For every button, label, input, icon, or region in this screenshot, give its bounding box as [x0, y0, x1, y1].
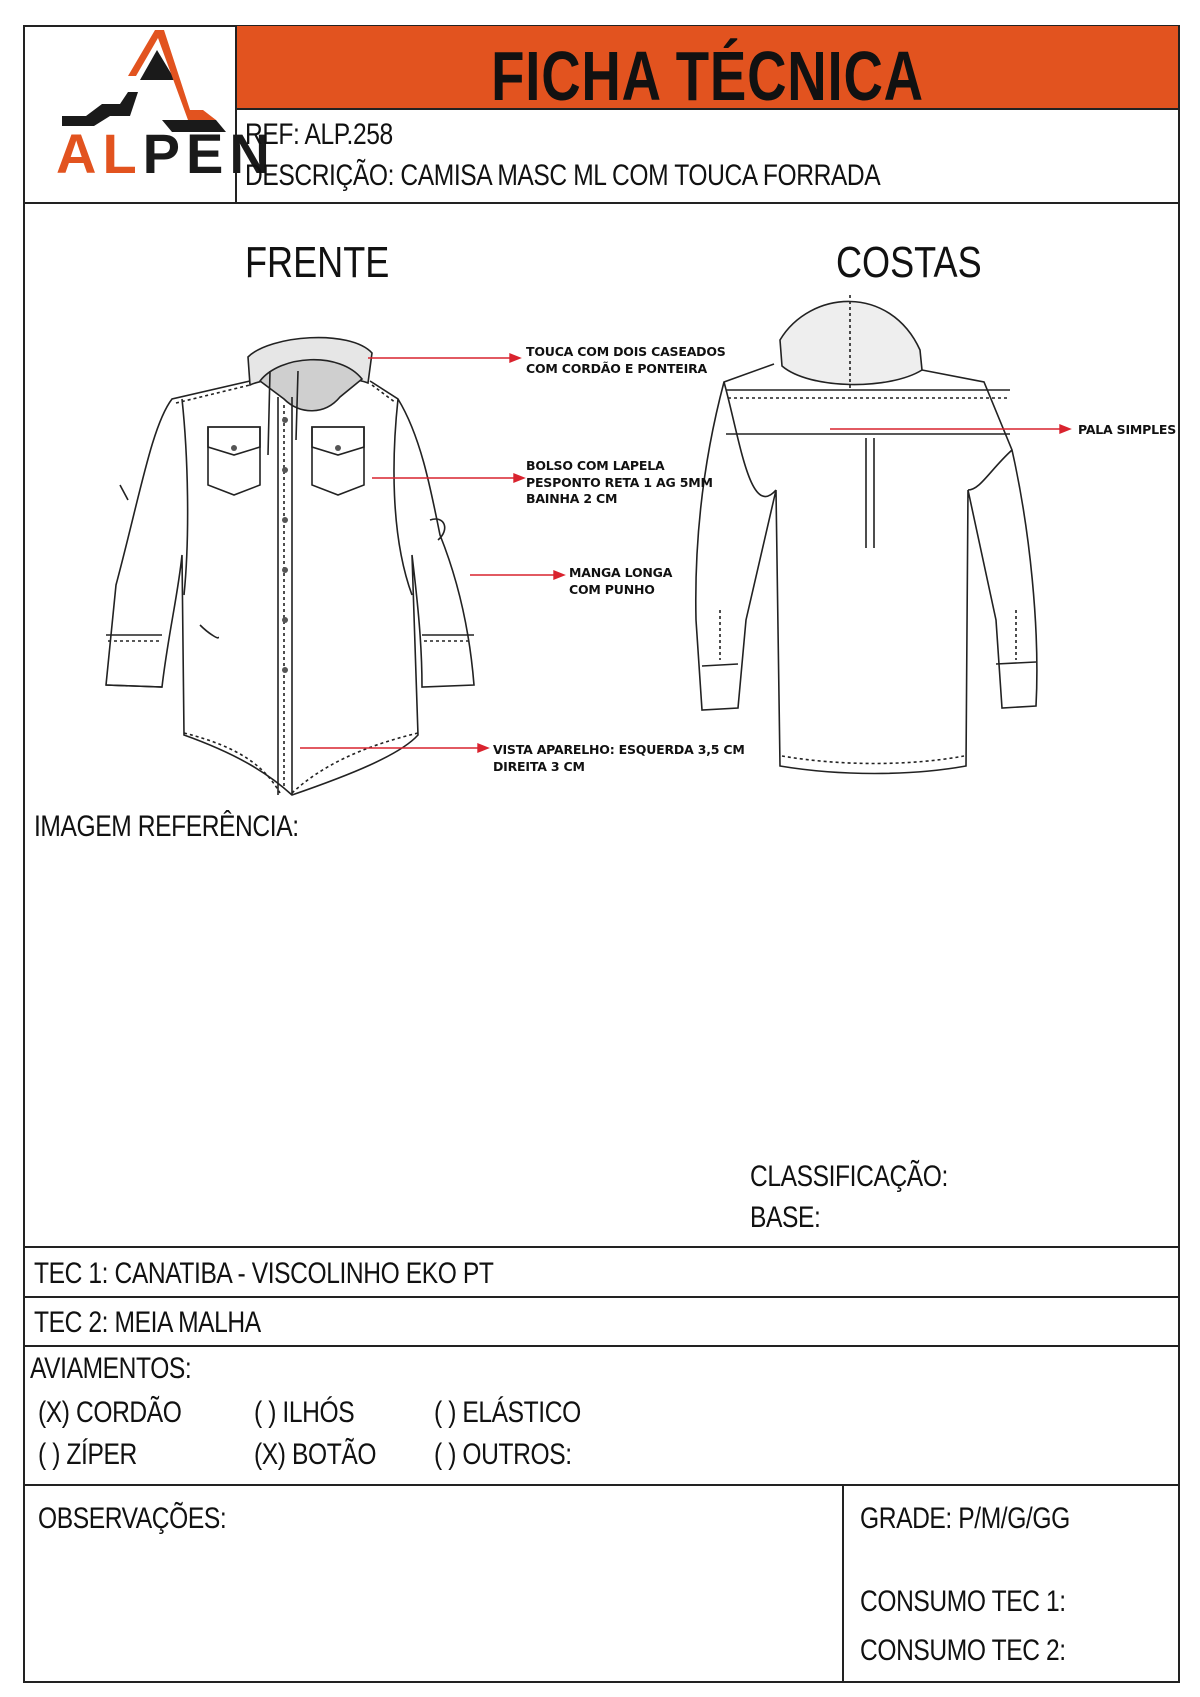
consumo-tec1-field: CONSUMO TEC 1: [860, 1585, 1066, 1618]
brand-name-pen: PEN [142, 122, 276, 185]
observations-label: OBSERVAÇÕES: [38, 1502, 227, 1535]
hood-callout [526, 344, 726, 377]
trim-elastic: ( ) ELÁSTICO [434, 1396, 581, 1429]
base-label: BASE: [750, 1201, 821, 1234]
ref-field: REF: ALP.258 [245, 118, 393, 151]
fabric-tec1: TEC 1: CANATIBA - VISCOLINHO EKO PT [34, 1257, 494, 1290]
consumo-tec2-field: CONSUMO TEC 2: [860, 1634, 1066, 1667]
classification-label: CLASSIFICAÇÃO: [750, 1160, 948, 1193]
trim-button: (X) BOTÃO [254, 1438, 377, 1471]
trim-cord: (X) CORDÃO [38, 1396, 182, 1429]
trim-eyelet: ( ) ILHÓS [254, 1396, 355, 1429]
reference-bottom-line [23, 1246, 1180, 1248]
pocket-callout-line-3: BAINHA 2 CM [526, 491, 618, 506]
tec1-bottom-line [23, 1296, 1180, 1298]
sleeve-callout-line-2: COM PUNHO [569, 581, 655, 597]
back-view-label: COSTAS [836, 238, 982, 287]
placket-callout-line-2: DIREITA 3 CM [493, 758, 585, 774]
placket-callout [493, 742, 745, 775]
yoke-callout-line-1: PALA SIMPLES [1078, 422, 1177, 437]
pocket-callout [526, 458, 713, 508]
hood-callout-line-2: COM CORDÃO E PONTEIRA [526, 360, 707, 376]
pocket-callout-line-2: PESPONTO RETA 1 AG 5MM [526, 474, 713, 490]
pocket-callout-line-1: BOLSO COM LAPELA [526, 458, 665, 473]
front-view-label: FRENTE [245, 238, 390, 287]
trims-label: AVIAMENTOS: [30, 1352, 192, 1385]
tec2-bottom-line [23, 1345, 1180, 1347]
sleeve-callout-line-1: MANGA LONGA [569, 565, 673, 580]
page-title: FICHA TÉCNICA [491, 37, 924, 115]
hood-callout-line-1: TOUCA COM DOIS CASEADOS [526, 344, 726, 359]
reference-image-label: IMAGEM REFERÊNCIA: [34, 810, 299, 843]
callout-arrows [0, 0, 1200, 800]
footer-divider [842, 1484, 844, 1683]
description-field: DESCRIÇÃO: CAMISA MASC ML COM TOUCA FORRADA [245, 159, 881, 192]
sleeve-callout [569, 565, 672, 598]
yoke-callout [1078, 422, 1176, 439]
grade-field: GRADE: P/M/G/GG [860, 1502, 1070, 1535]
placket-callout-line-1: VISTA APARELHO: ESQUERDA 3,5 CM [493, 742, 745, 757]
trim-other: ( ) OUTROS: [434, 1438, 572, 1471]
brand-name-al: AL [56, 122, 143, 185]
fabric-tec2: TEC 2: MEIA MALHA [34, 1306, 261, 1339]
trim-zipper: ( ) ZÍPER [38, 1438, 137, 1471]
trims-bottom-line [23, 1484, 1180, 1486]
